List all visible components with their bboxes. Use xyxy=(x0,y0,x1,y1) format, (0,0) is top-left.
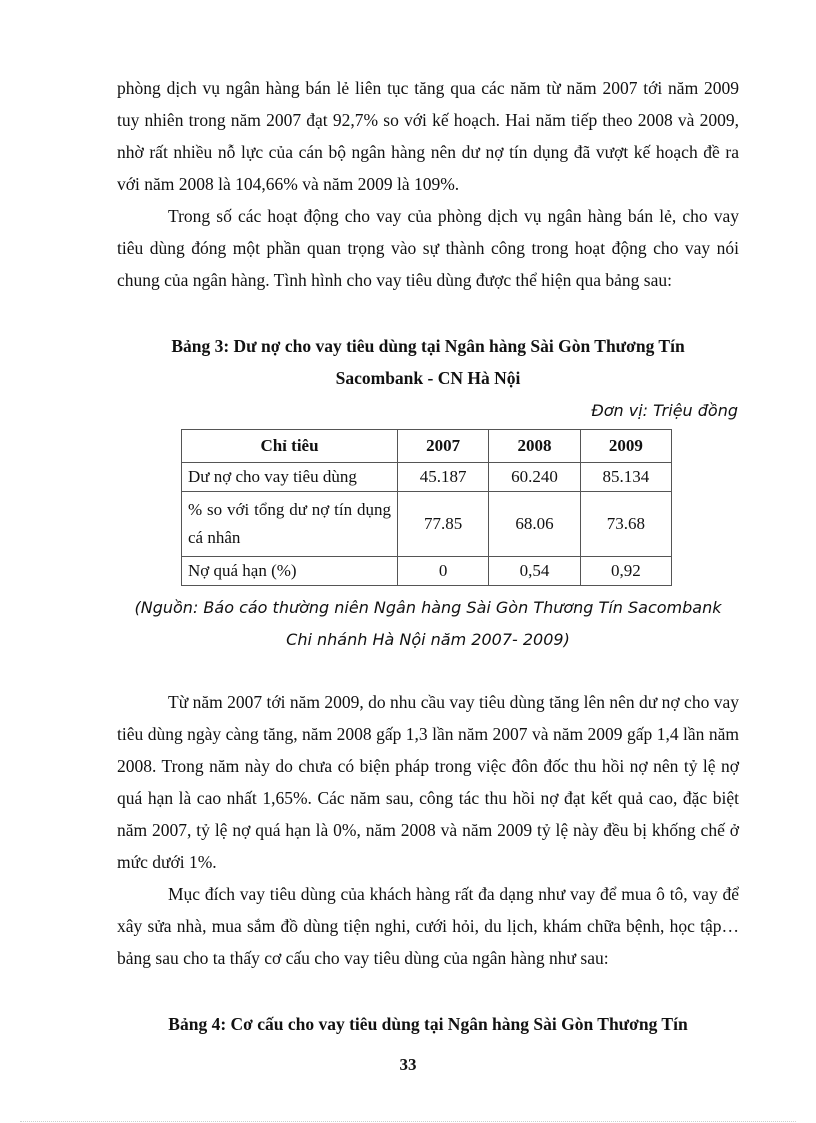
header-2009: 2009 xyxy=(580,430,671,463)
row-label: Dư nợ cho vay tiêu dùng xyxy=(182,463,398,492)
source-line2: Chi nhánh Hà Nội năm 2007- 2009) xyxy=(286,630,570,649)
source-line1: (Nguồn: Báo cáo thường niên Ngân hàng Sài Gòn Thương Tín Sacombank xyxy=(134,598,722,617)
cell-2008: 60.240 xyxy=(489,463,580,492)
row-label: Nợ quá hạn (%) xyxy=(182,557,398,586)
header-2007: 2007 xyxy=(398,430,489,463)
page-number: 33 xyxy=(399,1055,417,1074)
paragraph-loan-purposes: Mục đích vay tiêu dùng của khách hàng rất đa dạng như vay để mua ô tô, vay để xây sửa nhà, mua sắm đồ dùng tiện nghi, cưới hỏi, du lịch, khám chữa bệnh, học tập… bảng sau cho ta thấy cơ cấu cho vay tiêu dùng của ngân hàng như sau: xyxy=(117,884,739,968)
table3-caption-line1: Bảng 3: Dư nợ cho vay tiêu dùng tại Ngân hàng Sài Gòn Thương Tín xyxy=(171,336,685,356)
table3-caption-line2: Sacombank - CN Hà Nội xyxy=(335,368,521,388)
table-row xyxy=(182,557,672,586)
header-indicator: Chỉ tiêu xyxy=(182,430,398,463)
table3-source-note xyxy=(117,592,739,656)
table-row xyxy=(182,463,672,492)
table4-caption: Bảng 4: Cơ cấu cho vay tiêu dùng tại Ngân hàng Sài Gòn Thương Tín xyxy=(168,1014,688,1034)
cell-2007: 45.187 xyxy=(398,463,489,492)
cell-2007: 77.85 xyxy=(398,492,489,557)
row-label: % so với tổng dư nợ tín dụng cá nhân xyxy=(182,492,398,557)
page-bottom-divider xyxy=(20,1121,796,1122)
cell-2007: 0 xyxy=(398,557,489,586)
cell-2008: 68.06 xyxy=(489,492,580,557)
paragraph-consumer-lending-intro: Trong số các hoạt động cho vay của phòng dịch vụ ngân hàng bán lẻ, cho vay tiêu dùng đóng một phần quan trọng vào sự thành công trong hoạt động cho vay nói chung của ngân hàng. Tình hình cho vay tiêu dùng được thể hiện qua bảng sau: xyxy=(117,206,739,290)
table3-consumer-loans xyxy=(181,429,672,586)
paragraph-loan-growth-analysis: Từ năm 2007 tới năm 2009, do nhu cầu vay tiêu dùng tăng lên nên dư nợ cho vay tiêu dùng ngày càng tăng, năm 2008 gấp 1,3 lần năm 2007 và năm 2009 gấp 1,4 lần năm 2008. Trong năm này do chưa có biện pháp trong việc đôn đốc thu hồi nợ nên tỷ lệ nợ quá hạn là cao nhất 1,65%. Các năm sau, công tác thu hồi nợ đạt kết quả cao, đặc biệt năm 2007, tỷ lệ nợ quá hạn là 0%, năm 2008 và năm 2009 tỷ lệ này đều bị khống chế ở mức dưới 1%. xyxy=(117,692,739,872)
paragraph-credit-growth: phòng dịch vụ ngân hàng bán lẻ liên tục tăng qua các năm từ năm 2007 tới năm 2009 tuy nhiên trong năm 2007 đạt 92,7% so với kế hoạch. Hai năm tiếp theo 2008 và 2009, nhờ rất nhiều nỗ lực của cán bộ ngân hàng nên dư nợ tín dụng đã vượt kế hoạch đề ra với năm 2008 là 104,66% và năm 2009 là 109%. xyxy=(117,78,739,194)
header-2008: 2008 xyxy=(489,430,580,463)
cell-2009: 85.134 xyxy=(580,463,671,492)
cell-2009: 0,92 xyxy=(580,557,671,586)
table-row xyxy=(182,492,672,557)
cell-2008: 0,54 xyxy=(489,557,580,586)
cell-2009: 73.68 xyxy=(580,492,671,557)
table-header-row xyxy=(182,430,672,463)
table3-unit-note: Đơn vị: Triệu đồng xyxy=(591,401,738,420)
